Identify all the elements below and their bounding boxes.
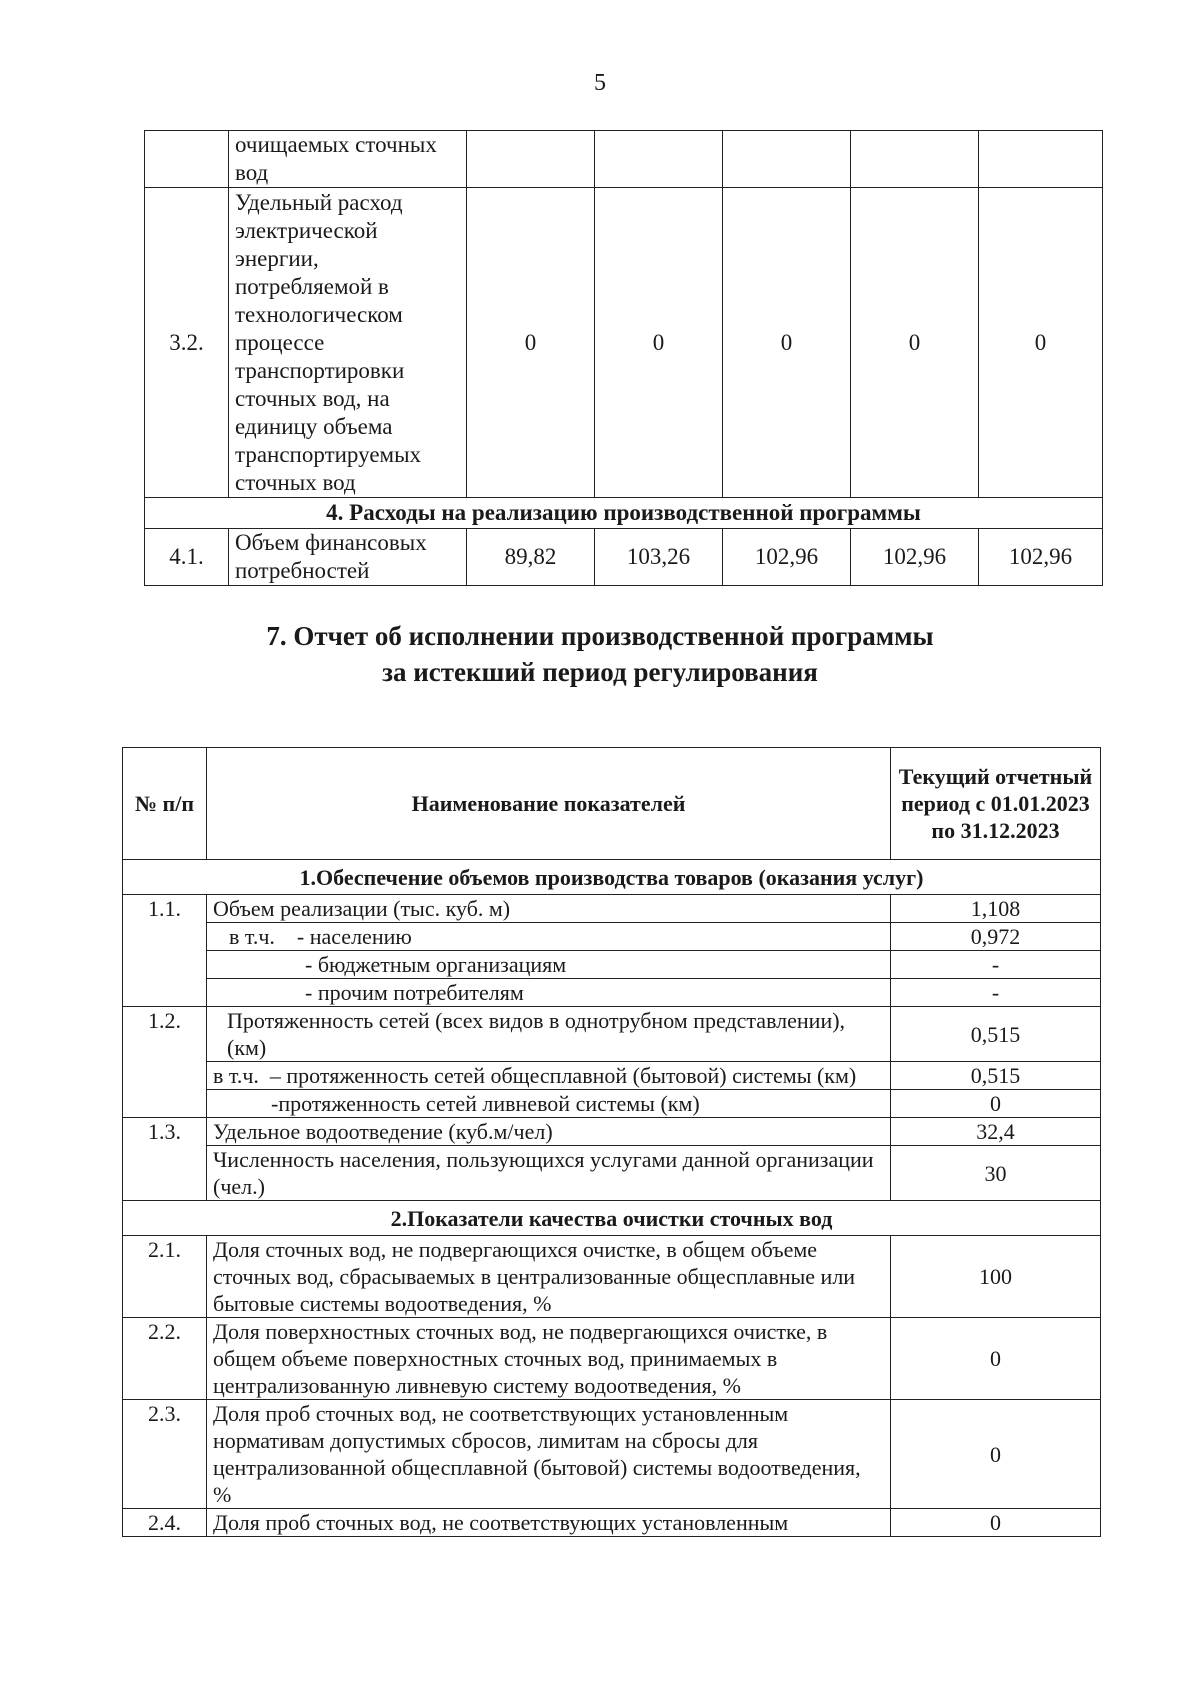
row-value: 103,26: [595, 529, 723, 586]
row-value: 0: [891, 1509, 1101, 1537]
table-row: [123, 1509, 1101, 1537]
table-row: [123, 1146, 1101, 1201]
table-row: [123, 1236, 1101, 1318]
row-value: [851, 131, 979, 188]
table-row: [123, 1007, 1101, 1062]
row-value: [979, 131, 1103, 188]
row-number: 1.1.: [123, 895, 207, 1007]
row-name: Доля проб сточных вод, не соответствующих установленным: [207, 1509, 891, 1537]
row-value: 102,96: [979, 529, 1103, 586]
row-name: Доля проб сточных вод, не соответствующих установленным нормативам допустимых сбросов, лимитам на сбросы для централизованной общесплавной (бытовой) системы водоотведения, %: [207, 1400, 891, 1509]
row-value: 102,96: [851, 529, 979, 586]
row-number: 2.2.: [123, 1318, 207, 1400]
row-value: 0: [467, 188, 595, 498]
row-value: 0: [891, 1400, 1101, 1509]
table-row: [145, 529, 1103, 586]
row-value: 0,515: [891, 1007, 1101, 1062]
row-value: 102,96: [723, 529, 851, 586]
header-number: № п/п: [123, 748, 207, 860]
section-header-row: [145, 498, 1103, 529]
header-name: Наименование показателей: [207, 748, 891, 860]
row-value: 0: [851, 188, 979, 498]
row-name: - прочим потребителям: [207, 979, 891, 1007]
table-row: [123, 951, 1101, 979]
row-name: Объем реализации (тыс. куб. м): [207, 895, 891, 923]
report-table: [122, 747, 1101, 1537]
section-title: 4. Расходы на реализацию производственной программы: [145, 498, 1103, 529]
section-title: 1.Обеспечение объемов производства товаров (оказания услуг): [123, 860, 1101, 895]
row-number: 2.3.: [123, 1400, 207, 1509]
row-name: Доля поверхностных сточных вод, не подвергающихся очистке, в общем объеме поверхностных сточных вод, принимаемых в централизованную ливневую систему водоотведения, %: [207, 1318, 891, 1400]
row-name: в т.ч. - населению: [207, 923, 891, 951]
row-value: 32,4: [891, 1118, 1101, 1146]
table-row: [123, 1090, 1101, 1118]
row-number: 1.2.: [123, 1007, 207, 1118]
row-value: 30: [891, 1146, 1101, 1201]
row-name: -протяженность сетей ливневой системы (км): [207, 1090, 891, 1118]
table-row: [123, 1318, 1101, 1400]
row-value: 100: [891, 1236, 1101, 1318]
row-name: Объем финансовых потребностей: [229, 529, 467, 586]
row-value: [723, 131, 851, 188]
production-program-table: [144, 130, 1103, 586]
row-number: 4.1.: [145, 529, 229, 586]
row-value: 1,108: [891, 895, 1101, 923]
row-value: -: [891, 951, 1101, 979]
report-title-line1: 7. Отчет об исполнении производственной программы: [266, 621, 934, 651]
row-value: 0,515: [891, 1062, 1101, 1090]
table-row: [123, 979, 1101, 1007]
table-row: [123, 923, 1101, 951]
row-value: 0,972: [891, 923, 1101, 951]
row-number: 2.1.: [123, 1236, 207, 1318]
row-name: в т.ч. – протяженность сетей общесплавной (бытовой) системы (км): [207, 1062, 891, 1090]
row-name: Численность населения, пользующихся услугами данной организации (чел.): [207, 1146, 891, 1201]
table-row: [145, 188, 1103, 498]
row-value: 0: [891, 1318, 1101, 1400]
row-name: - бюджетным организациям: [207, 951, 891, 979]
row-name: очищаемых сточных вод: [229, 131, 467, 188]
row-value: [595, 131, 723, 188]
row-name: Удельный расход электрической энергии, потребляемой в технологическом процессе транспортировки сточных вод, на единицу объема транспортируемых сточных вод: [229, 188, 467, 498]
page-number: 5: [594, 70, 606, 96]
table-row: [123, 1062, 1101, 1090]
table-row: [123, 895, 1101, 923]
row-number: [145, 131, 229, 188]
row-value: 89,82: [467, 529, 595, 586]
report-title-line2: за истекший период регулирования: [382, 657, 818, 687]
row-name: Доля сточных вод, не подвергающихся очистке, в общем объеме сточных вод, сбрасываемых в централизованные общесплавные или бытовые системы водоотведения, %: [207, 1236, 891, 1318]
section-header-row: [123, 1201, 1101, 1236]
table-row: [145, 131, 1103, 188]
row-value: 0: [891, 1090, 1101, 1118]
table-header-row: [123, 748, 1101, 860]
row-number: 3.2.: [145, 188, 229, 498]
table-row: [123, 1118, 1101, 1146]
row-value: 0: [595, 188, 723, 498]
row-value: 0: [979, 188, 1103, 498]
report-title: [0, 618, 1200, 690]
row-value: 0: [723, 188, 851, 498]
row-value: -: [891, 979, 1101, 1007]
row-name: Протяженность сетей (всех видов в однотрубном представлении), (км): [207, 1007, 891, 1062]
row-number: 2.4.: [123, 1509, 207, 1537]
row-number: 1.3.: [123, 1118, 207, 1201]
row-name: Удельное водоотведение (куб.м/чел): [207, 1118, 891, 1146]
row-value: [467, 131, 595, 188]
section-header-row: [123, 860, 1101, 895]
header-period: Текущий отчетный период с 01.01.2023 по 31.12.2023: [891, 748, 1101, 860]
section-title: 2.Показатели качества очистки сточных вод: [123, 1201, 1101, 1236]
table-row: [123, 1400, 1101, 1509]
